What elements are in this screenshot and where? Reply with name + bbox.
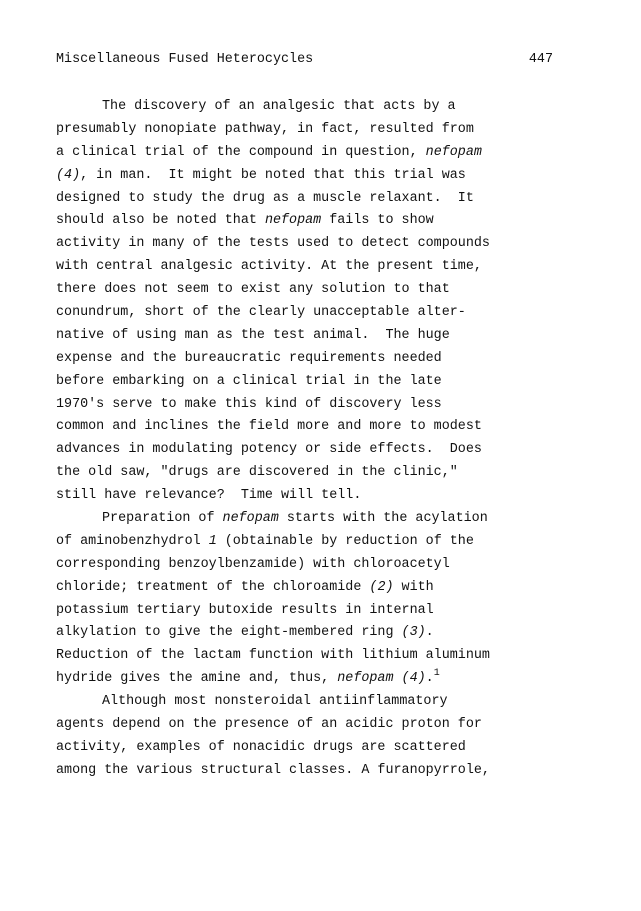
text-line [56, 760, 566, 783]
line-text: starts with the acylation [278, 511, 488, 527]
line-text: agents depend on the presence of an acidic proton for [56, 717, 482, 733]
text-line [56, 600, 566, 623]
line-text: among the various structural classes. A furanopyrrole, [56, 762, 490, 778]
line-text: activity in many of the tests used to detect compounds [56, 236, 490, 252]
line-text: the old saw, "drugs are discovered in the clinic," [56, 465, 458, 481]
line-text: Reduction of the lactam function with lithium aluminum [56, 648, 490, 664]
text-line [56, 439, 566, 462]
line-text: of aminobenzhydrol [56, 533, 209, 549]
text-line [56, 165, 566, 188]
text-line [56, 348, 566, 371]
line-text: designed to study the drug as a muscle relaxant. It [56, 190, 474, 206]
text-line [56, 256, 566, 279]
line-text: with [393, 579, 434, 595]
line-text: (obtainable by reduction of the [216, 533, 474, 549]
text-line [56, 188, 566, 211]
line-text: native of using man as the test animal. The huge [56, 327, 450, 343]
page-number: 447 [528, 52, 553, 67]
text-line [56, 96, 566, 119]
compound-number: (4) [401, 671, 426, 687]
text-line [56, 416, 566, 439]
line-text: . [425, 625, 434, 641]
compound-number: 1 [208, 533, 217, 549]
text-line [56, 645, 566, 668]
text-line [56, 142, 566, 165]
text-line [56, 531, 566, 554]
compound-number: (3) [401, 625, 426, 641]
line-text: should also be noted that [56, 213, 265, 229]
line-text: with central analgesic activity. At the present time, [56, 259, 482, 275]
line-text: there does not seem to exist any solution to that [56, 282, 450, 298]
line-text: chloride; treatment of the chloroamide [56, 579, 370, 595]
line-text: fails to show [321, 213, 434, 229]
line-text: activity, examples of nonacidic drugs are scattered [56, 739, 466, 755]
compound-name: nefopam [222, 511, 279, 527]
compound-name: nefopam [264, 213, 322, 229]
running-title: Miscellaneous Fused Heterocycles [56, 52, 314, 67]
text-line [56, 554, 566, 577]
line-text: Preparation of [102, 511, 223, 527]
reference-superscript: 1 [433, 668, 440, 680]
line-text: still have relevance? Time will tell. [56, 488, 362, 504]
text-line [56, 119, 566, 142]
line-text: advances in modulating potency or side effects. Does [56, 442, 482, 458]
text-line [56, 737, 566, 760]
text-line [56, 691, 566, 714]
line-text: 1970's serve to make this kind of discovery less [56, 396, 442, 412]
text-line [56, 485, 566, 508]
line-text: potassium tertiary butoxide results in internal [56, 602, 434, 618]
line-text: common and inclines the field more and more to modest [56, 419, 482, 435]
text-line [56, 508, 566, 531]
line-text: alkylation to give the eight-membered ring [56, 625, 402, 641]
text-line [56, 371, 566, 394]
compound-number: (2) [369, 579, 394, 595]
text-line [56, 210, 566, 233]
line-text: a clinical trial of the compound in question, [56, 144, 426, 160]
line-text: before embarking on a clinical trial in the late [56, 373, 442, 389]
page-header [56, 50, 553, 70]
text-line [56, 622, 566, 645]
text-line [56, 394, 566, 417]
line-text: presumably nonopiate pathway, in fact, resulted from [56, 121, 474, 137]
text-line [56, 462, 566, 485]
line-text: , in man. It might be noted that this trial was [80, 167, 466, 183]
line-text: hydride gives the amine and, thus, [56, 671, 338, 687]
line-text: conundrum, short of the clearly unacceptable alter- [56, 305, 466, 321]
compound-number: (4) [56, 167, 81, 183]
line-text: The discovery of an analgesic that acts by a [102, 99, 456, 114]
compound-name: nefopam [425, 144, 482, 160]
text-line [56, 233, 566, 256]
line-text: Although most nonsteroidal antiinflammatory [102, 694, 448, 710]
line-text: . [425, 671, 434, 687]
compound-name: nefopam [337, 671, 394, 687]
line-text: expense and the bureaucratic requirements needed [56, 350, 442, 366]
text-line [56, 302, 566, 325]
line-text: corresponding benzoylbenzamide) with chloroacetyl [56, 556, 450, 572]
text-line [56, 714, 566, 737]
text-line [56, 668, 566, 691]
text-line [56, 325, 566, 348]
body-text [56, 96, 566, 783]
text-line [56, 279, 566, 302]
line-text [394, 671, 402, 686]
text-line [56, 577, 566, 600]
